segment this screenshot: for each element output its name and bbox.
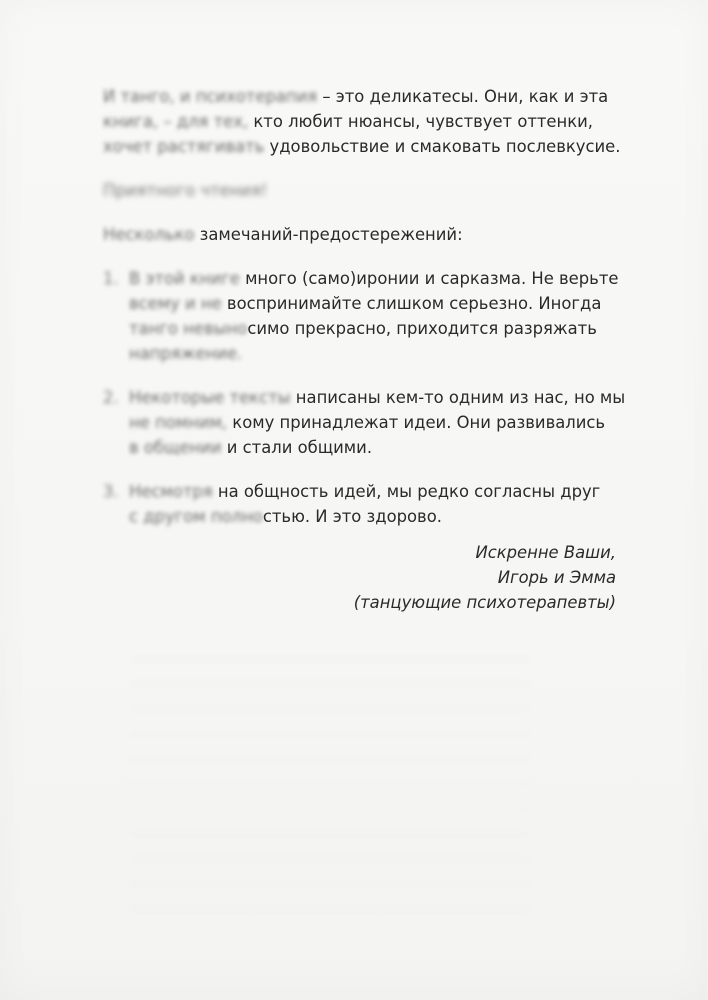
- text: на общность идей, мы редко согласны друг: [212, 482, 601, 501]
- list-item: [103, 385, 633, 460]
- text: симо прекрасно, приходится разряжать: [247, 319, 597, 338]
- note-line: [129, 266, 633, 291]
- text: замечаний-предостережений:: [194, 225, 463, 244]
- signature-block: [354, 540, 616, 615]
- text: удовольствие и смаковать послевкусие.: [264, 137, 621, 156]
- notes-heading-line: [103, 222, 633, 247]
- signature-note: (танцующие психотерапевты): [353, 593, 616, 612]
- note-line: [129, 341, 633, 366]
- text: воспринимайте слишком серьезно. Иногда: [221, 294, 602, 313]
- notes-heading: [103, 222, 633, 247]
- list-item: [103, 266, 633, 366]
- blurred-text: И танго, и психотерапия: [103, 87, 318, 106]
- note-line: [129, 504, 633, 529]
- text: стью. И это здорово.: [262, 507, 442, 526]
- blurred-text: не помним,: [129, 413, 228, 432]
- blurred-text: Некоторые тексты: [129, 388, 291, 407]
- bleed-through-texture: [130, 640, 530, 920]
- text: кому принадлежат идеи. Они развивались: [227, 413, 606, 432]
- list-item: [103, 479, 633, 529]
- intro-line: [103, 84, 633, 109]
- blurred-text: Несколько: [103, 225, 195, 244]
- text: написаны кем-то одним из нас, но мы: [290, 388, 626, 407]
- list-item-number: 3.: [103, 482, 119, 501]
- note-line: [129, 479, 633, 504]
- page-body: [103, 84, 633, 548]
- blurred-text: с другом полно: [129, 507, 263, 526]
- note-line: [129, 316, 633, 341]
- blurred-text: напряжение.: [129, 344, 243, 363]
- note-line: [129, 385, 633, 410]
- text: и стали общими.: [221, 438, 373, 457]
- signature-line: Искренне Ваши,: [475, 543, 616, 562]
- greeting-text: Приятного чтения!: [103, 181, 268, 200]
- blurred-text: В этой книге: [129, 269, 240, 288]
- blurred-text: хочет растягивать: [103, 137, 265, 156]
- blurred-text: танго невыно: [129, 319, 248, 338]
- text: – это деликатесы. Они, как и эта: [317, 87, 609, 106]
- list-item-number: 2.: [103, 388, 119, 407]
- signature-names: Игорь и Эмма: [497, 568, 616, 587]
- blurred-text: Несмотря: [129, 482, 213, 501]
- greeting-paragraph: [103, 178, 633, 203]
- note-line: [129, 435, 633, 460]
- blurred-text: всему и не: [129, 294, 222, 313]
- blurred-text: книга, – для тех,: [103, 112, 249, 131]
- intro-paragraph: [103, 84, 633, 159]
- intro-line: [103, 109, 633, 134]
- note-line: [129, 410, 633, 435]
- text: много (само)иронии и сарказма. Не верьте: [239, 269, 619, 288]
- text: кто любит нюансы, чувствует оттенки,: [248, 112, 593, 131]
- note-line: [129, 291, 633, 316]
- notes-list: [103, 266, 633, 529]
- list-item-number: 1.: [103, 269, 119, 288]
- intro-line: [103, 134, 633, 159]
- blurred-text: в общении: [129, 438, 222, 457]
